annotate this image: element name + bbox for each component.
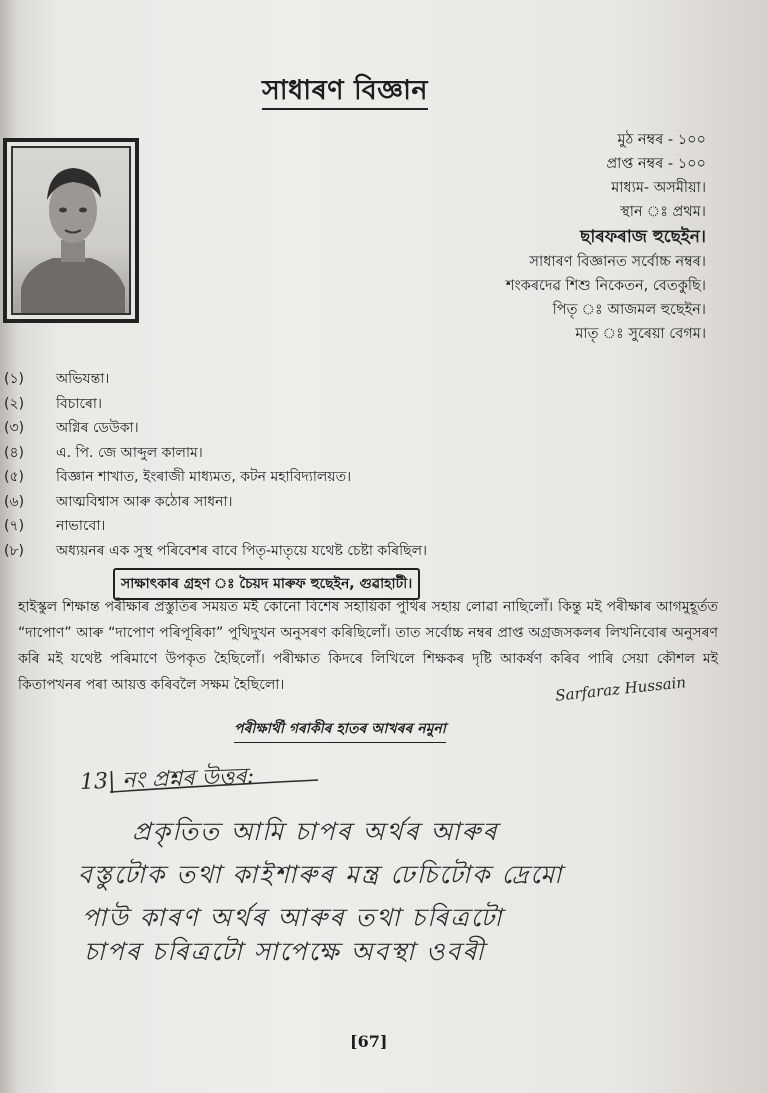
photo-inner bbox=[11, 146, 131, 315]
answer-number: (৮) bbox=[4, 542, 25, 559]
answer-number: (৪) bbox=[4, 444, 25, 461]
answer-text: বিজ্ঞান শাখাত, ইংৰাজী মাধ্যমত, কটন মহাবিদ্যালয়ত। bbox=[56, 469, 352, 486]
subject-highest: সাধাৰণ বিজ্ঞানত সৰ্বোচ্চ নম্বৰ। bbox=[529, 254, 706, 270]
position: স্থান ঃ প্ৰথম। bbox=[620, 204, 706, 220]
answer-number: (২) bbox=[4, 395, 25, 412]
signature: Sarfaraz Hussain bbox=[554, 673, 687, 705]
handwriting-heading: 13| নং প্ৰশ্নৰ উত্তৰ: bbox=[79, 763, 255, 796]
answer-text: অগ্নিৰ ডেউকা। bbox=[56, 420, 139, 437]
medium: মাধ্যম- অসমীয়া। bbox=[611, 180, 706, 196]
list-item bbox=[4, 539, 427, 564]
student-photo bbox=[3, 138, 139, 323]
interview-credit: সাক্ষাৎকাৰ গ্ৰহণ ঃ চৈয়দ মাৰুফ হুছেইন, গুৱাহাটী। bbox=[113, 568, 420, 600]
list-item bbox=[4, 514, 427, 539]
father-name: পিতৃ ঃ আজমল হুছেইন। bbox=[552, 302, 706, 318]
answer-text: আত্মবিশ্বাস আৰু কঠোৰ সাধনা। bbox=[56, 493, 233, 510]
page-number: [67] bbox=[350, 1032, 388, 1051]
handwriting-sample bbox=[0, 740, 768, 970]
list-item bbox=[4, 441, 427, 466]
list-item bbox=[4, 367, 427, 392]
answer-text: অভিযন্তা। bbox=[56, 371, 110, 388]
answer-number: (১) bbox=[4, 371, 25, 388]
answer-list bbox=[4, 367, 427, 563]
handwriting-line: চাপৰ চৰিত্ৰটো সাপেক্ষে অবস্থা ওবৰী bbox=[84, 937, 486, 966]
answer-text: অধ্যয়নৰ এক সুস্থ পৰিবেশৰ বাবে পিতৃ-মাতৃয়ে যথেষ্ট চেষ্টা কৰিছিল। bbox=[56, 542, 428, 559]
school: শংকৰদেৱ শিশু নিকেতন, বেতকুছি। bbox=[505, 278, 706, 294]
answer-text: নাভাবো। bbox=[56, 518, 106, 535]
testimonial-paragraph: হাইস্কুল শিক্ষান্ত পৰীক্ষাৰ প্ৰস্তুতিৰ সময়ত মই কোনো বিশেষ সহায়িকা পুথিৰ সহায় লোৱা নাছিলোঁ। কিন্তু মই পৰীক্ষাৰ আগমুহূৰ্তত “দাপোণ” আৰু “দাপোণ পৰিপূৰিকা” পুথিদুখন অনুসৰণ কৰিছিলোঁ। তাত সৰ্বোচ্চ নম্বৰ প্ৰাপ্ত অগ্ৰজসকলৰ লিখনিবোৰ অনুসৰণ কৰি মই যথেষ্ট পৰিমাণে উপকৃত হৈছিলোঁ। পৰীক্ষাত কিদৰে লিখিলে শিক্ষকৰ দৃষ্টি আকৰ্ষণ কৰিব পাৰি সেয়া কৌশল মই কিতাপখনৰ পৰা আয়ত্ত কৰিবলৈ সক্ষম হৈছিলো। bbox=[18, 599, 718, 693]
handwriting-line: পাউ কাৰণ অৰ্থৰ আৰুৰ তথা চৰিত্ৰটো bbox=[82, 903, 504, 932]
handwriting-sample-title: পৰীক্ষাৰ্থী গৰাকীৰ হাতৰ আখৰৰ নমুনা bbox=[234, 717, 446, 743]
answer-number: (৬) bbox=[4, 493, 25, 510]
handwriting-line: প্ৰকৃতিত আমি চাপৰ অৰ্থৰ আৰুৰ bbox=[132, 817, 499, 846]
answer-number: (৭) bbox=[4, 518, 25, 535]
obtained-marks: প্ৰাপ্ত নম্বৰ - ১০০ bbox=[606, 156, 706, 172]
page-title-text: সাধাৰণ বিজ্ঞান bbox=[262, 75, 428, 110]
student-info bbox=[506, 128, 706, 346]
answer-number: (৩) bbox=[4, 420, 25, 437]
list-item bbox=[4, 392, 427, 417]
portrait-illustration bbox=[13, 148, 131, 315]
student-name: ছাৰফৰাজ হুছেইন। bbox=[580, 227, 706, 247]
answer-text: বিচাৰো। bbox=[56, 395, 102, 412]
list-item bbox=[4, 416, 427, 441]
full-marks: মুঠ নম্বৰ - ১০০ bbox=[617, 132, 706, 148]
mother-name: মাতৃ ঃ সুৰেয়া বেগম। bbox=[575, 326, 706, 342]
handwriting-line: বস্তুটোক তথা কাইশাৰুৰ মন্ত্ৰ ঢেচিটোক দ্ৰেমো bbox=[78, 860, 564, 889]
answer-text: এ. পি. জে আব্দুল কালাম। bbox=[56, 444, 203, 461]
page-title bbox=[0, 70, 690, 115]
list-item bbox=[4, 465, 427, 490]
list-item bbox=[4, 490, 427, 515]
answer-number: (৫) bbox=[4, 469, 25, 486]
